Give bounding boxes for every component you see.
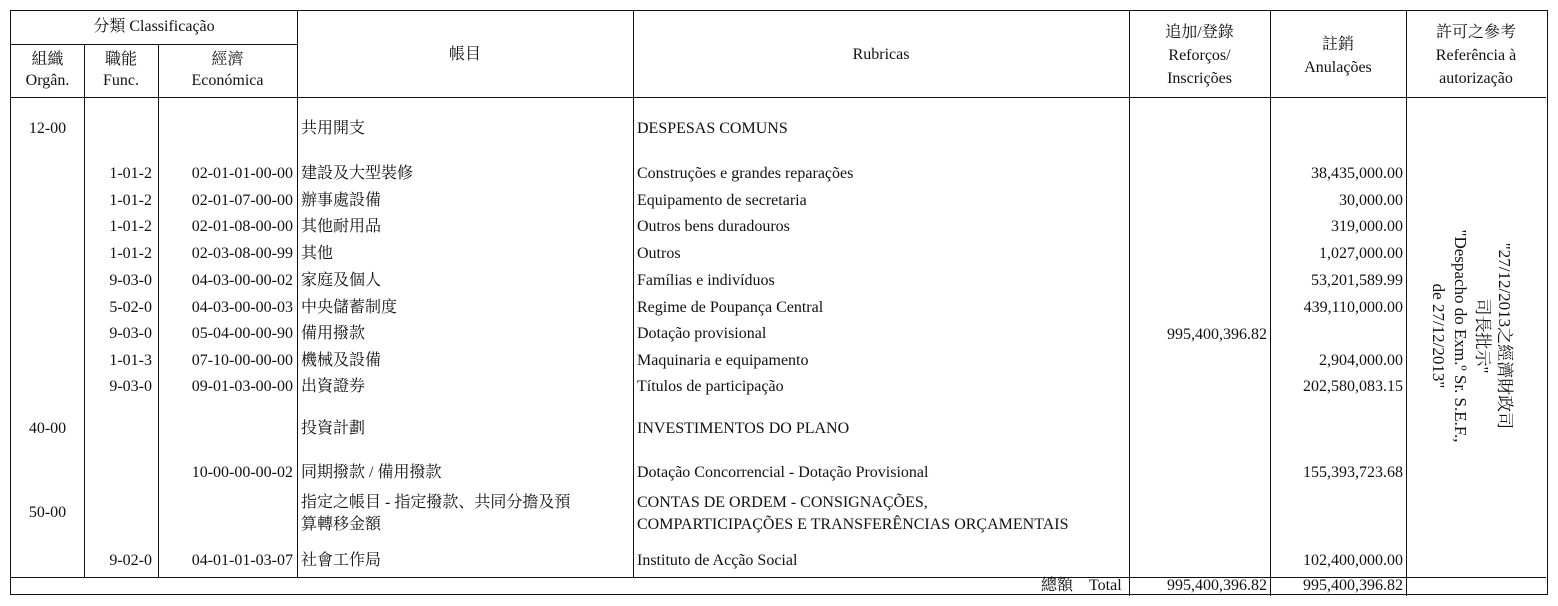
row-func: 1-01-2	[109, 165, 152, 182]
row-rubrica-cn: 投資計劃	[301, 420, 366, 437]
row-economica: 04-03-00-00-02	[191, 272, 293, 289]
row-rubrica-cn: 其他耐用品	[301, 218, 382, 235]
economica-header-pt: Económica	[191, 72, 264, 89]
row-organ: 50-00	[28, 504, 67, 521]
row-economica: 02-03-08-00-99	[191, 245, 293, 262]
row-rubrica-cn: 家庭及個人	[301, 272, 382, 289]
referencia-header	[1406, 21, 1546, 90]
authorization-line: de 27/12/2013"	[1429, 283, 1448, 389]
total-label-pt: Total	[1089, 577, 1122, 594]
row-anulacoes: 53,201,589.99	[1311, 272, 1403, 289]
row-rubrica-pt: DESPESAS COMUNS	[637, 120, 788, 137]
row-rubrica-pt: Construções e grandes reparações	[637, 165, 854, 182]
total-label-cn: 總額	[1041, 577, 1074, 594]
reforcos-header-pt2: Inscrições	[1167, 70, 1232, 87]
reforcos-header-pt1: Reforços/	[1168, 47, 1231, 64]
total-reforcos: 995,400,396.82	[1167, 577, 1267, 594]
referencia-header-pt2: autorização	[1439, 70, 1513, 87]
row-anulacoes: 2,904,000.00	[1319, 352, 1403, 369]
row-anulacoes: 102,400,000.00	[1303, 552, 1403, 569]
row-economica: 02-01-01-00-00	[191, 165, 293, 182]
row-anulacoes: 439,110,000.00	[1303, 299, 1403, 316]
col-divider	[633, 11, 634, 577]
func-header-pt: Func.	[103, 72, 139, 89]
row-rubrica-cn: 共用開支	[301, 120, 366, 137]
row-economica: 02-01-07-00-00	[191, 192, 293, 209]
row-economica: 07-10-00-00-00	[191, 352, 293, 369]
row-economica: 05-04-00-00-90	[191, 325, 293, 342]
budget-table	[10, 10, 1548, 595]
row-economica: 04-03-00-00-03	[191, 299, 293, 316]
row-func: 1-01-2	[109, 192, 152, 209]
header-divider	[11, 44, 297, 45]
row-rubrica-pt: INVESTIMENTOS DO PLANO	[637, 420, 850, 437]
col-divider	[297, 11, 298, 577]
row-rubrica-cn: 機械及設備	[301, 352, 382, 369]
row-rubrica-pt: Outros	[637, 245, 681, 262]
row-anulacoes: 38,435,000.00	[1311, 165, 1403, 182]
authorization-line: "Despacho do Exm.º Sr. S.E.F.,	[1451, 229, 1470, 443]
row-economica: 04-01-01-03-07	[191, 552, 293, 569]
economica-header-cn: 經濟	[211, 51, 244, 68]
row-rubrica-pt: Instituto de Acção Social	[637, 552, 798, 569]
row-rubrica-pt: Outros bens duradouros	[637, 218, 790, 235]
authorization-text	[1427, 230, 1515, 443]
header-bottom-line	[11, 97, 1546, 98]
row-economica: 09-01-03-00-00	[191, 378, 293, 395]
organ-header-pt: Orgân.	[25, 72, 70, 89]
authorization-line: 司長批示"	[1473, 298, 1492, 374]
anulacoes-header-pt: Anulações	[1304, 59, 1372, 76]
row-anulacoes: 30,000.00	[1339, 192, 1403, 209]
row-organ: 40-00	[28, 420, 67, 437]
authorization-line: "27/12/2013之經濟財政司	[1495, 242, 1514, 430]
func-header	[84, 49, 158, 91]
organ-header-cn: 組織	[31, 51, 64, 68]
classification-header: 分類 Classificação	[93, 18, 215, 35]
col-divider	[1129, 11, 1130, 596]
row-func: 1-01-2	[109, 245, 152, 262]
row-rubrica-cn: 出資證券	[301, 378, 366, 395]
row-rubrica-pt: Títulos de participação	[637, 378, 784, 395]
row-economica: 02-01-08-00-00	[191, 218, 293, 235]
row-rubrica-cn: 備用撥款	[301, 325, 366, 342]
row-rubrica-pt: Regime de Poupança Central	[637, 299, 824, 316]
row-rubrica-pt: Equipamento de secretaria	[637, 192, 807, 209]
row-anulacoes: 155,393,723.68	[1303, 464, 1403, 481]
row-anulacoes: 319,000.00	[1331, 218, 1403, 235]
row-rubrica-cn: 中央儲蓄制度	[301, 299, 398, 316]
row-anulacoes: 1,027,000.00	[1319, 245, 1403, 262]
row-rubrica-pt: Famílias e indivíduos	[637, 272, 775, 289]
func-header-cn: 職能	[104, 51, 137, 68]
referencia-header-cn: 許可之參考	[1435, 24, 1516, 41]
row-func: 9-02-0	[109, 552, 152, 569]
authorization-reference	[1406, 206, 1536, 466]
row-func: 9-03-0	[109, 378, 152, 395]
total-anulacoes: 995,400,396.82	[1303, 577, 1403, 594]
row-rubrica-pt: Dotação Concorrencial - Dotação Provisional	[637, 464, 929, 481]
row-rubrica-pt: CONTAS DE ORDEM - CONSIGNAÇÕES,	[637, 494, 928, 511]
row-func: 5-02-0	[109, 299, 152, 316]
row-func: 1-01-3	[109, 352, 152, 369]
reforcos-header	[1129, 21, 1270, 90]
row-rubrica-cn: 辦事處設備	[301, 192, 382, 209]
rubrica-cn-header: 帳目	[448, 46, 481, 63]
row-rubrica-cn: 其他	[301, 245, 334, 262]
row-func: 9-03-0	[109, 272, 152, 289]
row-rubrica-cn: 指定之帳目 - 指定撥款、共同分擔及預	[301, 494, 571, 511]
row-rubrica-cn: 同期撥款 / 備用撥款	[301, 464, 442, 481]
rubrica-pt-header: Rubricas	[852, 46, 910, 63]
reforcos-header-cn: 追加/登錄	[1165, 24, 1234, 41]
referencia-header-pt1: Referência à	[1435, 47, 1517, 64]
row-anulacoes: 202,580,083.15	[1303, 378, 1403, 395]
row-rubrica-cn: 建設及大型裝修	[301, 165, 414, 182]
economica-header	[158, 49, 297, 91]
row-economica: 10-00-00-00-02	[191, 464, 293, 481]
anulacoes-header	[1270, 33, 1406, 79]
row-rubrica-pt-cont: COMPARTICIPAÇÕES E TRANSFERÊNCIAS ORÇAMENTAIS	[637, 516, 1069, 533]
row-func: 1-01-2	[109, 218, 152, 235]
organ-header	[11, 49, 84, 91]
total-label	[1041, 577, 1122, 595]
row-organ: 12-00	[28, 120, 67, 137]
row-rubrica-cn-cont: 算轉移金額	[301, 516, 382, 533]
reforcos-value: 995,400,396.82	[1167, 326, 1267, 343]
anulacoes-header-cn: 註銷	[1321, 36, 1354, 53]
row-rubrica-pt: Maquinaria e equipamento	[637, 352, 809, 369]
row-func: 9-03-0	[109, 325, 152, 342]
row-rubrica-pt: Dotação provisional	[637, 325, 767, 342]
row-rubrica-cn: 社會工作局	[301, 552, 382, 569]
